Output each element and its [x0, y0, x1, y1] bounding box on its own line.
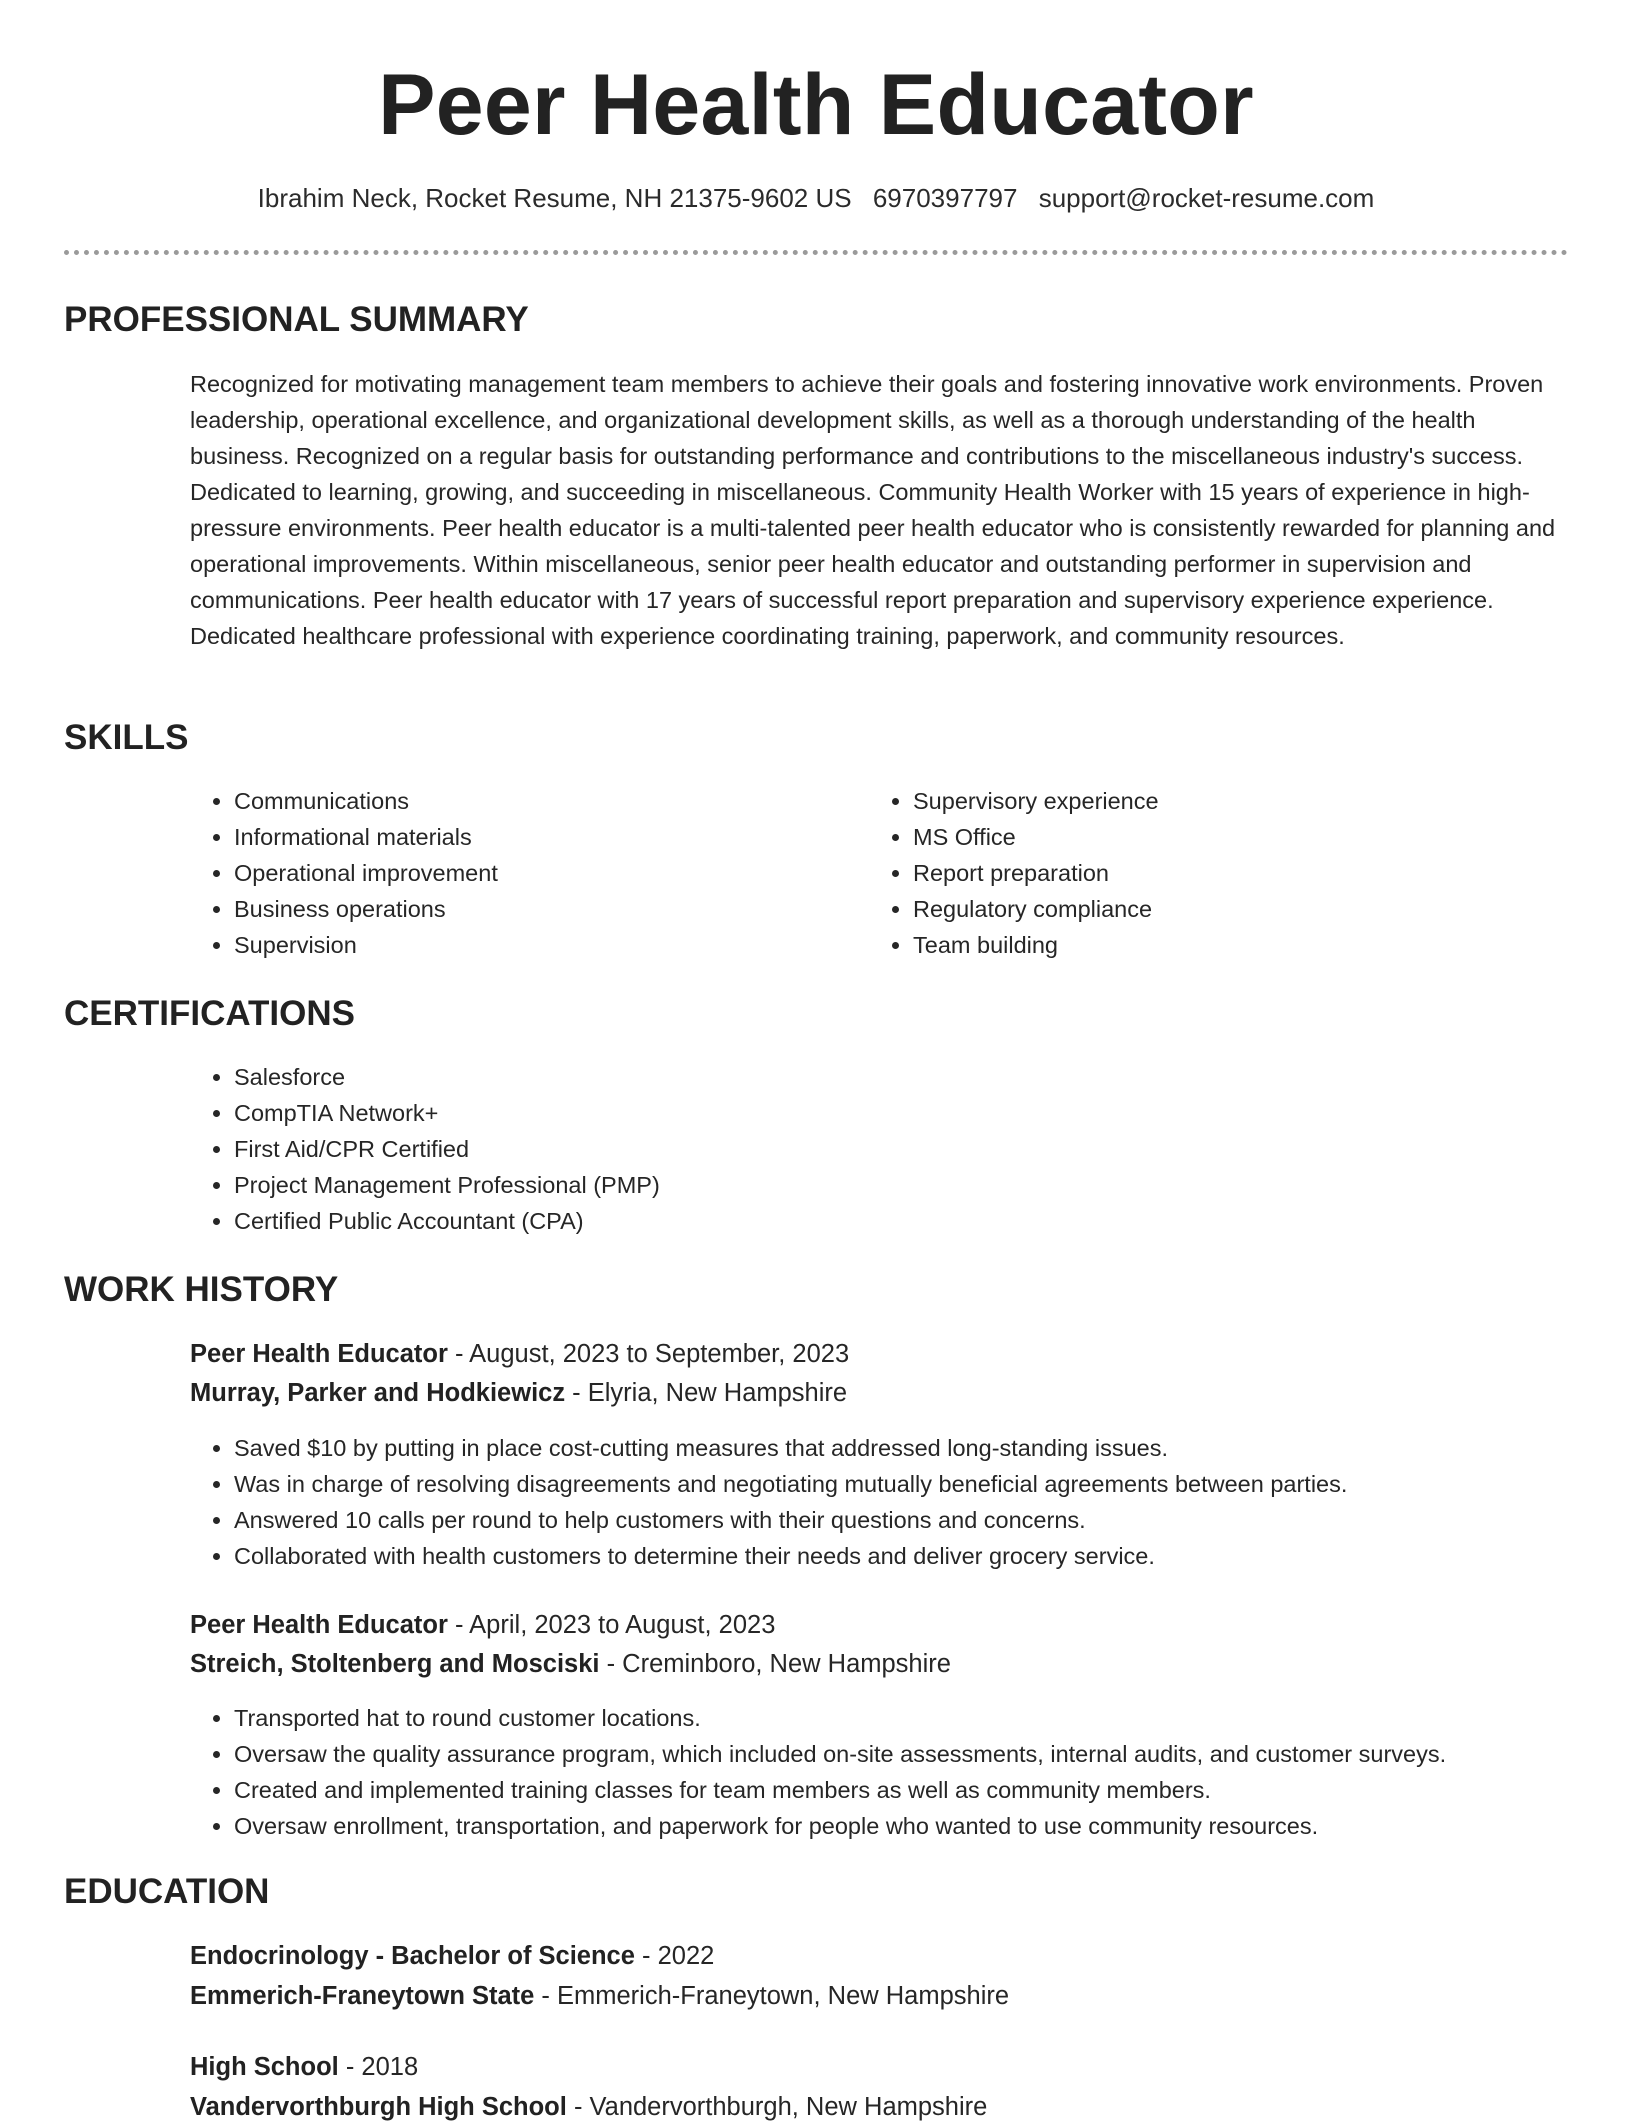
skill-item: • Regulatory compliance: [913, 891, 1513, 927]
skill-item: • Team building: [913, 927, 1513, 963]
job-dates: - April, 2023 to August, 2023: [447, 1611, 776, 1639]
education-school: Vandervorthburgh High School: [190, 2093, 567, 2121]
skills-list-left: [190, 783, 834, 963]
job-bullet: • Answered 10 calls per round to help customers with their questions and concerns.: [234, 1502, 1614, 1538]
header-divider: [64, 250, 1568, 255]
job-company-line: [190, 1645, 951, 1683]
job-bullet: • Oversaw the quality assurance program, which included on-site assessments, internal audits, and customer surveys.: [234, 1736, 1632, 1772]
job-title: Peer Health Educator: [190, 1611, 448, 1639]
job-bullets: [190, 1700, 1632, 1844]
job-bullet: • Created and implemented training classes for team members as well as community members.: [234, 1772, 1632, 1808]
job-company: Murray, Parker and Hodkiewicz: [190, 1379, 566, 1407]
skill-item: • Informational materials: [234, 819, 834, 855]
job-title-line: [190, 1606, 775, 1644]
education-degree-line: [190, 1937, 714, 1975]
job-bullet: • Collaborated with health customers to determine their needs and deliver grocery service.: [234, 1538, 1614, 1574]
job-title: Peer Health Educator: [190, 1340, 448, 1368]
education-school-line: [190, 2088, 987, 2126]
education-school: Emmerich-Franeytown State: [190, 1982, 535, 2010]
work-history-heading: WORK HISTORY: [64, 1270, 339, 1309]
contact-phone: 6970397797: [872, 183, 1018, 213]
skill-item: • Supervisory experience: [913, 783, 1513, 819]
education-degree: High School: [190, 2053, 339, 2081]
job-bullet: • Was in charge of resolving disagreements and negotiating mutually beneficial agreements between parties.: [234, 1466, 1614, 1502]
job-location: - Elyria, New Hampshire: [565, 1379, 848, 1407]
certification-item: • Certified Public Accountant (CPA): [234, 1203, 1534, 1239]
education-degree: Endocrinology - Bachelor of Science: [190, 1942, 635, 1970]
contact-line: [0, 180, 1632, 216]
job-dates: - August, 2023 to September, 2023: [447, 1340, 850, 1368]
certification-item: • CompTIA Network+: [234, 1095, 1534, 1131]
contact-email[interactable]: support@rocket-resume.com: [1038, 183, 1375, 213]
summary-text: Recognized for motivating management team members to achieve their goals and fostering innovative work environments. Proven leadership, operational excellence, and organizational development skills, as well as a thorough understanding of the health business. Recognized on a regular basis for outstanding performance and contributions to the miscellaneous industry's success. Dedicated to learning, growing, and succeeding in miscellaneous. Community Health Worker with 15 years of experience in high-pressure environments. Peer health educator is a multi-talented peer health educator who is consistently rewarded for planning and operational improvements. Within miscellaneous, senior peer health educator and outstanding performer in supervision and communications. Peer health educator with 17 years of successful report preparation and supervisory experience experience. Dedicated healthcare professional with experience coordinating training, paperwork, and community resources.: [190, 371, 1556, 649]
skills-heading: SKILLS: [64, 718, 189, 757]
skill-item: • Business operations: [234, 891, 834, 927]
certifications-list: [190, 1059, 1534, 1239]
skill-item: • MS Office: [913, 819, 1513, 855]
resume-title: Peer Health Educator: [378, 57, 1254, 153]
education-location: - Vandervorthburgh, New Hampshire: [566, 2093, 988, 2121]
job-title-line: [190, 1335, 849, 1373]
certification-item: • First Aid/CPR Certified: [234, 1131, 1534, 1167]
job-company: Streich, Stoltenberg and Mosciski: [190, 1650, 600, 1678]
education-year: - 2018: [338, 2053, 419, 2081]
skill-item: • Report preparation: [913, 855, 1513, 891]
education-degree-line: [190, 2048, 418, 2086]
contact-address: Ibrahim Neck, Rocket Resume, NH 21375-9602 US: [257, 183, 852, 213]
education-heading: EDUCATION: [64, 1872, 270, 1911]
education-school-line: [190, 1977, 1009, 2015]
skill-item: • Communications: [234, 783, 834, 819]
job-bullet: • Saved $10 by putting in place cost-cutting measures that addressed long-standing issues.: [234, 1430, 1614, 1466]
job-bullet: • Oversaw enrollment, transportation, and paperwork for people who wanted to use community resources.: [234, 1808, 1632, 1844]
certification-item: • Project Management Professional (PMP): [234, 1167, 1534, 1203]
job-company-line: [190, 1374, 847, 1412]
job-bullet: • Transported hat to round customer locations.: [234, 1700, 1632, 1736]
certification-item: • Salesforce: [234, 1059, 1534, 1095]
education-location: - Emmerich-Franeytown, New Hampshire: [534, 1982, 1010, 2010]
skills-list-right: [869, 783, 1513, 963]
skill-item: • Operational improvement: [234, 855, 834, 891]
summary-heading: PROFESSIONAL SUMMARY: [64, 300, 529, 339]
skill-item: • Supervision: [234, 927, 834, 963]
job-location: - Creminboro, New Hampshire: [599, 1650, 951, 1678]
job-bullets: [190, 1430, 1614, 1574]
certifications-heading: CERTIFICATIONS: [64, 994, 356, 1033]
education-year: - 2022: [634, 1942, 715, 1970]
